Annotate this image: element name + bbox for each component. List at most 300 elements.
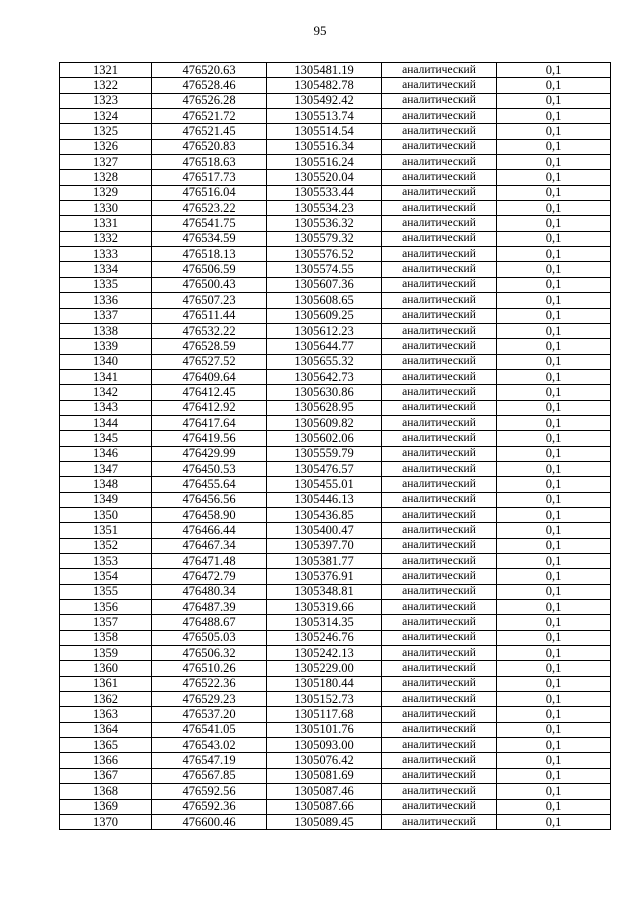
accuracy-cell: 0,1 — [497, 722, 611, 737]
method-cell: аналитический — [382, 676, 497, 691]
accuracy-cell: 0,1 — [497, 615, 611, 630]
method-cell: аналитический — [382, 707, 497, 722]
y-coordinate-cell: 1305229.00 — [267, 661, 382, 676]
x-coordinate-cell: 476487.39 — [152, 600, 267, 615]
y-coordinate-cell: 1305574.55 — [267, 262, 382, 277]
table-row — [60, 400, 611, 415]
table-row — [60, 661, 611, 676]
accuracy-cell: 0,1 — [497, 523, 611, 538]
table-row — [60, 523, 611, 538]
method-cell: аналитический — [382, 477, 497, 492]
method-cell: аналитический — [382, 124, 497, 139]
x-coordinate-cell: 476511.44 — [152, 308, 267, 323]
accuracy-cell: 0,1 — [497, 293, 611, 308]
accuracy-cell: 0,1 — [497, 400, 611, 415]
accuracy-cell: 0,1 — [497, 139, 611, 154]
x-coordinate-cell: 476480.34 — [152, 584, 267, 599]
table-row — [60, 247, 611, 262]
x-coordinate-cell: 476417.64 — [152, 415, 267, 430]
table-row — [60, 216, 611, 231]
y-coordinate-cell: 1305246.76 — [267, 630, 382, 645]
method-cell: аналитический — [382, 277, 497, 292]
method-cell: аналитический — [382, 247, 497, 262]
method-cell: аналитический — [382, 738, 497, 753]
method-cell: аналитический — [382, 538, 497, 553]
y-coordinate-cell: 1305608.65 — [267, 293, 382, 308]
accuracy-cell: 0,1 — [497, 78, 611, 93]
table-row — [60, 814, 611, 829]
x-coordinate-cell: 476526.28 — [152, 93, 267, 108]
point-number-cell: 1367 — [60, 768, 152, 783]
x-coordinate-cell: 476516.04 — [152, 185, 267, 200]
x-coordinate-cell: 476507.23 — [152, 293, 267, 308]
accuracy-cell: 0,1 — [497, 185, 611, 200]
x-coordinate-cell: 476412.92 — [152, 400, 267, 415]
table-row — [60, 584, 611, 599]
y-coordinate-cell: 1305534.23 — [267, 201, 382, 216]
point-number-cell: 1341 — [60, 369, 152, 384]
point-number-cell: 1351 — [60, 523, 152, 538]
y-coordinate-cell: 1305536.32 — [267, 216, 382, 231]
accuracy-cell: 0,1 — [497, 63, 611, 78]
accuracy-cell: 0,1 — [497, 707, 611, 722]
point-number-cell: 1347 — [60, 461, 152, 476]
accuracy-cell: 0,1 — [497, 308, 611, 323]
table-row — [60, 385, 611, 400]
accuracy-cell: 0,1 — [497, 369, 611, 384]
x-coordinate-cell: 476520.63 — [152, 63, 267, 78]
accuracy-cell: 0,1 — [497, 415, 611, 430]
y-coordinate-cell: 1305446.13 — [267, 492, 382, 507]
point-number-cell: 1361 — [60, 676, 152, 691]
table-row — [60, 538, 611, 553]
y-coordinate-cell: 1305576.52 — [267, 247, 382, 262]
x-coordinate-cell: 476500.43 — [152, 277, 267, 292]
point-number-cell: 1368 — [60, 784, 152, 799]
x-coordinate-cell: 476429.99 — [152, 446, 267, 461]
point-number-cell: 1358 — [60, 630, 152, 645]
accuracy-cell: 0,1 — [497, 507, 611, 522]
table-row — [60, 155, 611, 170]
x-coordinate-cell: 476532.22 — [152, 323, 267, 338]
accuracy-cell: 0,1 — [497, 814, 611, 829]
accuracy-cell: 0,1 — [497, 170, 611, 185]
table-row — [60, 93, 611, 108]
table-row — [60, 231, 611, 246]
table-row — [60, 492, 611, 507]
y-coordinate-cell: 1305516.24 — [267, 155, 382, 170]
point-number-cell: 1336 — [60, 293, 152, 308]
method-cell: аналитический — [382, 139, 497, 154]
table-row — [60, 124, 611, 139]
y-coordinate-cell: 1305579.32 — [267, 231, 382, 246]
table-row — [60, 676, 611, 691]
method-cell: аналитический — [382, 600, 497, 615]
point-number-cell: 1325 — [60, 124, 152, 139]
table-row — [60, 507, 611, 522]
accuracy-cell: 0,1 — [497, 784, 611, 799]
accuracy-cell: 0,1 — [497, 646, 611, 661]
accuracy-cell: 0,1 — [497, 692, 611, 707]
y-coordinate-cell: 1305076.42 — [267, 753, 382, 768]
point-number-cell: 1353 — [60, 554, 152, 569]
point-number-cell: 1323 — [60, 93, 152, 108]
accuracy-cell: 0,1 — [497, 93, 611, 108]
point-number-cell: 1362 — [60, 692, 152, 707]
point-number-cell: 1339 — [60, 339, 152, 354]
table-row — [60, 569, 611, 584]
point-number-cell: 1331 — [60, 216, 152, 231]
method-cell: аналитический — [382, 170, 497, 185]
method-cell: аналитический — [382, 507, 497, 522]
accuracy-cell: 0,1 — [497, 676, 611, 691]
method-cell: аналитический — [382, 768, 497, 783]
accuracy-cell: 0,1 — [497, 600, 611, 615]
point-number-cell: 1335 — [60, 277, 152, 292]
table-row — [60, 615, 611, 630]
y-coordinate-cell: 1305533.44 — [267, 185, 382, 200]
point-number-cell: 1322 — [60, 78, 152, 93]
accuracy-cell: 0,1 — [497, 630, 611, 645]
table-row — [60, 185, 611, 200]
table-row — [60, 78, 611, 93]
y-coordinate-cell: 1305400.47 — [267, 523, 382, 538]
accuracy-cell: 0,1 — [497, 554, 611, 569]
coordinates-table — [59, 62, 611, 830]
point-number-cell: 1364 — [60, 722, 152, 737]
table-row — [60, 354, 611, 369]
y-coordinate-cell: 1305609.25 — [267, 308, 382, 323]
y-coordinate-cell: 1305319.66 — [267, 600, 382, 615]
point-number-cell: 1340 — [60, 354, 152, 369]
point-number-cell: 1360 — [60, 661, 152, 676]
y-coordinate-cell: 1305644.77 — [267, 339, 382, 354]
x-coordinate-cell: 476506.59 — [152, 262, 267, 277]
y-coordinate-cell: 1305628.95 — [267, 400, 382, 415]
method-cell: аналитический — [382, 569, 497, 584]
method-cell: аналитический — [382, 155, 497, 170]
x-coordinate-cell: 476409.64 — [152, 369, 267, 384]
x-coordinate-cell: 476528.59 — [152, 339, 267, 354]
point-number-cell: 1338 — [60, 323, 152, 338]
y-coordinate-cell: 1305117.68 — [267, 707, 382, 722]
table-row — [60, 201, 611, 216]
method-cell: аналитический — [382, 369, 497, 384]
y-coordinate-cell: 1305559.79 — [267, 446, 382, 461]
accuracy-cell: 0,1 — [497, 354, 611, 369]
accuracy-cell: 0,1 — [497, 109, 611, 124]
x-coordinate-cell: 476505.03 — [152, 630, 267, 645]
accuracy-cell: 0,1 — [497, 277, 611, 292]
x-coordinate-cell: 476520.83 — [152, 139, 267, 154]
y-coordinate-cell: 1305376.91 — [267, 569, 382, 584]
y-coordinate-cell: 1305642.73 — [267, 369, 382, 384]
table-row — [60, 630, 611, 645]
point-number-cell: 1349 — [60, 492, 152, 507]
table-row — [60, 738, 611, 753]
x-coordinate-cell: 476412.45 — [152, 385, 267, 400]
point-number-cell: 1328 — [60, 170, 152, 185]
table-row — [60, 784, 611, 799]
method-cell: аналитический — [382, 216, 497, 231]
x-coordinate-cell: 476541.75 — [152, 216, 267, 231]
point-number-cell: 1327 — [60, 155, 152, 170]
accuracy-cell: 0,1 — [497, 323, 611, 338]
table-row — [60, 139, 611, 154]
x-coordinate-cell: 476456.56 — [152, 492, 267, 507]
accuracy-cell: 0,1 — [497, 231, 611, 246]
table-row — [60, 753, 611, 768]
method-cell: аналитический — [382, 722, 497, 737]
point-number-cell: 1359 — [60, 646, 152, 661]
point-number-cell: 1345 — [60, 431, 152, 446]
x-coordinate-cell: 476522.36 — [152, 676, 267, 691]
table-row — [60, 600, 611, 615]
method-cell: аналитический — [382, 753, 497, 768]
coordinates-table-body — [60, 63, 611, 830]
y-coordinate-cell: 1305481.19 — [267, 63, 382, 78]
accuracy-cell: 0,1 — [497, 461, 611, 476]
method-cell: аналитический — [382, 415, 497, 430]
point-number-cell: 1333 — [60, 247, 152, 262]
accuracy-cell: 0,1 — [497, 738, 611, 753]
x-coordinate-cell: 476534.59 — [152, 231, 267, 246]
table-row — [60, 461, 611, 476]
method-cell: аналитический — [382, 814, 497, 829]
method-cell: аналитический — [382, 492, 497, 507]
method-cell: аналитический — [382, 584, 497, 599]
accuracy-cell: 0,1 — [497, 385, 611, 400]
point-number-cell: 1334 — [60, 262, 152, 277]
accuracy-cell: 0,1 — [497, 569, 611, 584]
x-coordinate-cell: 476523.22 — [152, 201, 267, 216]
method-cell: аналитический — [382, 400, 497, 415]
point-number-cell: 1344 — [60, 415, 152, 430]
point-number-cell: 1370 — [60, 814, 152, 829]
method-cell: аналитический — [382, 339, 497, 354]
accuracy-cell: 0,1 — [497, 262, 611, 277]
table-row — [60, 63, 611, 78]
point-number-cell: 1369 — [60, 799, 152, 814]
y-coordinate-cell: 1305348.81 — [267, 584, 382, 599]
method-cell: аналитический — [382, 630, 497, 645]
x-coordinate-cell: 476510.26 — [152, 661, 267, 676]
accuracy-cell: 0,1 — [497, 201, 611, 216]
accuracy-cell: 0,1 — [497, 753, 611, 768]
x-coordinate-cell: 476450.53 — [152, 461, 267, 476]
point-number-cell: 1332 — [60, 231, 152, 246]
method-cell: аналитический — [382, 323, 497, 338]
point-number-cell: 1329 — [60, 185, 152, 200]
method-cell: аналитический — [382, 446, 497, 461]
y-coordinate-cell: 1305630.86 — [267, 385, 382, 400]
x-coordinate-cell: 476521.72 — [152, 109, 267, 124]
accuracy-cell: 0,1 — [497, 477, 611, 492]
point-number-cell: 1350 — [60, 507, 152, 522]
accuracy-cell: 0,1 — [497, 492, 611, 507]
table-row — [60, 477, 611, 492]
table-row — [60, 431, 611, 446]
y-coordinate-cell: 1305101.76 — [267, 722, 382, 737]
method-cell: аналитический — [382, 93, 497, 108]
x-coordinate-cell: 476543.02 — [152, 738, 267, 753]
y-coordinate-cell: 1305655.32 — [267, 354, 382, 369]
x-coordinate-cell: 476541.05 — [152, 722, 267, 737]
method-cell: аналитический — [382, 461, 497, 476]
x-coordinate-cell: 476592.56 — [152, 784, 267, 799]
y-coordinate-cell: 1305314.35 — [267, 615, 382, 630]
method-cell: аналитический — [382, 63, 497, 78]
x-coordinate-cell: 476458.90 — [152, 507, 267, 522]
x-coordinate-cell: 476455.64 — [152, 477, 267, 492]
point-number-cell: 1352 — [60, 538, 152, 553]
method-cell: аналитический — [382, 646, 497, 661]
table-row — [60, 415, 611, 430]
point-number-cell: 1330 — [60, 201, 152, 216]
method-cell: аналитический — [382, 308, 497, 323]
y-coordinate-cell: 1305436.85 — [267, 507, 382, 522]
x-coordinate-cell: 476419.56 — [152, 431, 267, 446]
method-cell: аналитический — [382, 615, 497, 630]
point-number-cell: 1357 — [60, 615, 152, 630]
table-row — [60, 446, 611, 461]
table-row — [60, 277, 611, 292]
method-cell: аналитический — [382, 692, 497, 707]
method-cell: аналитический — [382, 799, 497, 814]
method-cell: аналитический — [382, 661, 497, 676]
y-coordinate-cell: 1305093.00 — [267, 738, 382, 753]
x-coordinate-cell: 476567.85 — [152, 768, 267, 783]
table-row — [60, 109, 611, 124]
y-coordinate-cell: 1305612.23 — [267, 323, 382, 338]
method-cell: аналитический — [382, 784, 497, 799]
method-cell: аналитический — [382, 201, 497, 216]
y-coordinate-cell: 1305607.36 — [267, 277, 382, 292]
y-coordinate-cell: 1305609.82 — [267, 415, 382, 430]
method-cell: аналитический — [382, 78, 497, 93]
accuracy-cell: 0,1 — [497, 446, 611, 461]
point-number-cell: 1326 — [60, 139, 152, 154]
table-row — [60, 692, 611, 707]
point-number-cell: 1342 — [60, 385, 152, 400]
method-cell: аналитический — [382, 185, 497, 200]
y-coordinate-cell: 1305180.44 — [267, 676, 382, 691]
method-cell: аналитический — [382, 262, 497, 277]
method-cell: аналитический — [382, 293, 497, 308]
y-coordinate-cell: 1305089.45 — [267, 814, 382, 829]
page-number: 95 — [313, 23, 327, 38]
y-coordinate-cell: 1305242.13 — [267, 646, 382, 661]
accuracy-cell: 0,1 — [497, 584, 611, 599]
table-row — [60, 170, 611, 185]
table-row — [60, 262, 611, 277]
table-row — [60, 554, 611, 569]
point-number-cell: 1363 — [60, 707, 152, 722]
accuracy-cell: 0,1 — [497, 661, 611, 676]
x-coordinate-cell: 476537.20 — [152, 707, 267, 722]
x-coordinate-cell: 476471.48 — [152, 554, 267, 569]
y-coordinate-cell: 1305087.46 — [267, 784, 382, 799]
y-coordinate-cell: 1305087.66 — [267, 799, 382, 814]
table-row — [60, 323, 611, 338]
method-cell: аналитический — [382, 523, 497, 538]
table-row — [60, 369, 611, 384]
y-coordinate-cell: 1305397.70 — [267, 538, 382, 553]
table-row — [60, 646, 611, 661]
x-coordinate-cell: 476518.13 — [152, 247, 267, 262]
y-coordinate-cell: 1305081.69 — [267, 768, 382, 783]
accuracy-cell: 0,1 — [497, 431, 611, 446]
y-coordinate-cell: 1305476.57 — [267, 461, 382, 476]
accuracy-cell: 0,1 — [497, 339, 611, 354]
x-coordinate-cell: 476506.32 — [152, 646, 267, 661]
x-coordinate-cell: 476467.34 — [152, 538, 267, 553]
table-row — [60, 339, 611, 354]
y-coordinate-cell: 1305513.74 — [267, 109, 382, 124]
y-coordinate-cell: 1305482.78 — [267, 78, 382, 93]
y-coordinate-cell: 1305152.73 — [267, 692, 382, 707]
x-coordinate-cell: 476528.46 — [152, 78, 267, 93]
x-coordinate-cell: 476466.44 — [152, 523, 267, 538]
point-number-cell: 1366 — [60, 753, 152, 768]
x-coordinate-cell: 476529.23 — [152, 692, 267, 707]
y-coordinate-cell: 1305602.06 — [267, 431, 382, 446]
x-coordinate-cell: 476518.63 — [152, 155, 267, 170]
table-row — [60, 722, 611, 737]
y-coordinate-cell: 1305492.42 — [267, 93, 382, 108]
method-cell: аналитический — [382, 385, 497, 400]
y-coordinate-cell: 1305381.77 — [267, 554, 382, 569]
method-cell: аналитический — [382, 109, 497, 124]
table-row — [60, 293, 611, 308]
method-cell: аналитический — [382, 431, 497, 446]
x-coordinate-cell: 476527.52 — [152, 354, 267, 369]
table-row — [60, 707, 611, 722]
x-coordinate-cell: 476521.45 — [152, 124, 267, 139]
accuracy-cell: 0,1 — [497, 155, 611, 170]
x-coordinate-cell: 476600.46 — [152, 814, 267, 829]
table-row — [60, 308, 611, 323]
x-coordinate-cell: 476592.36 — [152, 799, 267, 814]
point-number-cell: 1324 — [60, 109, 152, 124]
point-number-cell: 1343 — [60, 400, 152, 415]
y-coordinate-cell: 1305455.01 — [267, 477, 382, 492]
table-row — [60, 768, 611, 783]
accuracy-cell: 0,1 — [497, 799, 611, 814]
point-number-cell: 1355 — [60, 584, 152, 599]
table-row — [60, 799, 611, 814]
method-cell: аналитический — [382, 554, 497, 569]
accuracy-cell: 0,1 — [497, 768, 611, 783]
x-coordinate-cell: 476547.19 — [152, 753, 267, 768]
method-cell: аналитический — [382, 231, 497, 246]
y-coordinate-cell: 1305514.54 — [267, 124, 382, 139]
accuracy-cell: 0,1 — [497, 124, 611, 139]
point-number-cell: 1354 — [60, 569, 152, 584]
point-number-cell: 1337 — [60, 308, 152, 323]
y-coordinate-cell: 1305520.04 — [267, 170, 382, 185]
x-coordinate-cell: 476472.79 — [152, 569, 267, 584]
accuracy-cell: 0,1 — [497, 247, 611, 262]
point-number-cell: 1356 — [60, 600, 152, 615]
x-coordinate-cell: 476517.73 — [152, 170, 267, 185]
point-number-cell: 1348 — [60, 477, 152, 492]
accuracy-cell: 0,1 — [497, 538, 611, 553]
accuracy-cell: 0,1 — [497, 216, 611, 231]
y-coordinate-cell: 1305516.34 — [267, 139, 382, 154]
point-number-cell: 1321 — [60, 63, 152, 78]
x-coordinate-cell: 476488.67 — [152, 615, 267, 630]
